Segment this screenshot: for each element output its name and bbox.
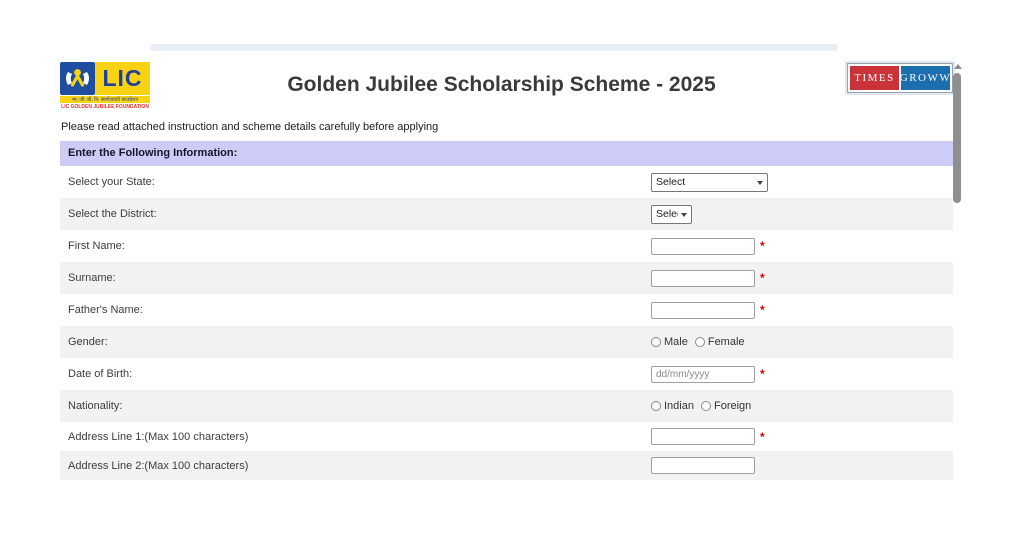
address-line-1-row — [60, 422, 953, 451]
state-control — [651, 166, 768, 198]
dob-input[interactable] — [651, 366, 755, 383]
form-panel — [60, 57, 953, 480]
surname-label: Surname: — [68, 272, 116, 284]
address-line-2-row — [60, 451, 953, 480]
horizontal-scrollbar[interactable] — [150, 44, 838, 51]
address-line-1-input[interactable] — [651, 428, 755, 445]
instruction-text: Please read attached instruction and scheme details carefully before applying — [61, 121, 439, 133]
state-label: Select your State: — [68, 176, 155, 188]
address-line-2-label: Address Line 2:(Max 100 characters) — [68, 459, 249, 472]
address-line-1-label: Address Line 1:(Max 100 characters) — [68, 430, 249, 443]
gender-option-label: Male — [664, 336, 688, 348]
gender-option-female[interactable] — [695, 336, 745, 348]
required-asterisk: * — [760, 367, 765, 381]
nationality-option-indian[interactable] — [651, 400, 694, 412]
fathers-name-label: Father's Name: — [68, 304, 143, 316]
nationality-option-label: Indian — [664, 400, 694, 412]
required-asterisk: * — [760, 271, 765, 285]
gender-option-male[interactable] — [651, 336, 688, 348]
district-row — [60, 198, 953, 230]
vertical-scrollbar-thumb[interactable] — [953, 73, 961, 203]
first-name-input[interactable] — [651, 238, 755, 255]
lic-hindi-caption: भा. जी. बी. नि. स्वर्णजयंती फाउंडेशन — [60, 95, 150, 103]
district-label: Select the District: — [68, 208, 157, 220]
required-asterisk: * — [760, 239, 765, 253]
nationality-row — [60, 390, 953, 422]
page-title: Golden Jubilee Scholarship Scheme - 2025 — [287, 73, 716, 96]
required-asterisk: * — [760, 429, 765, 444]
surname-input[interactable] — [651, 270, 755, 287]
nationality-option-foreign[interactable] — [701, 400, 751, 412]
sponsor-badges — [847, 63, 953, 93]
gender-option-label: Female — [707, 336, 745, 348]
scrollbar-up-arrow[interactable] — [954, 64, 962, 69]
times-badge: TIMES — [850, 66, 899, 90]
section-header: Enter the Following Information: — [60, 141, 953, 166]
state-select-wrap — [651, 173, 768, 192]
state-select[interactable] — [651, 173, 768, 192]
gender-radio-male[interactable] — [651, 337, 661, 347]
lic-foundation-icon — [60, 62, 95, 95]
first-name-control — [651, 230, 765, 262]
first-name-label: First Name: — [68, 240, 125, 252]
nationality-radio-indian[interactable] — [651, 401, 661, 411]
gender-row — [60, 326, 953, 358]
nationality-radio-foreign[interactable] — [701, 401, 711, 411]
address-line-1-control — [651, 422, 765, 451]
fathers-name-row — [60, 294, 953, 326]
district-select[interactable] — [651, 205, 692, 224]
address-line-2-control — [651, 451, 755, 480]
lic-logo — [60, 62, 150, 110]
groww-badge: GROWW — [901, 66, 950, 90]
lic-foundation-caption: LIC GOLDEN JUBILEE FOUNDATION — [61, 104, 149, 110]
surname-control — [651, 262, 765, 294]
form-rows — [60, 166, 953, 480]
district-control — [651, 198, 692, 230]
fathers-name-control — [651, 294, 765, 326]
dob-control — [651, 358, 765, 390]
nationality-label: Nationality: — [68, 400, 123, 412]
dob-row — [60, 358, 953, 390]
surname-row — [60, 262, 953, 294]
district-select-wrap — [651, 205, 692, 224]
lic-logo-text: LIC — [95, 62, 150, 95]
gender-radio-female[interactable] — [695, 337, 705, 347]
address-line-2-input[interactable] — [651, 457, 755, 474]
gender-label: Gender: — [68, 336, 108, 348]
nationality-option-label: Foreign — [713, 400, 752, 412]
state-row — [60, 166, 953, 198]
fathers-name-input[interactable] — [651, 302, 755, 319]
first-name-row — [60, 230, 953, 262]
required-asterisk: * — [760, 303, 765, 317]
dob-label: Date of Birth: — [68, 368, 133, 380]
gender-control — [651, 326, 745, 358]
nationality-control — [651, 390, 751, 422]
